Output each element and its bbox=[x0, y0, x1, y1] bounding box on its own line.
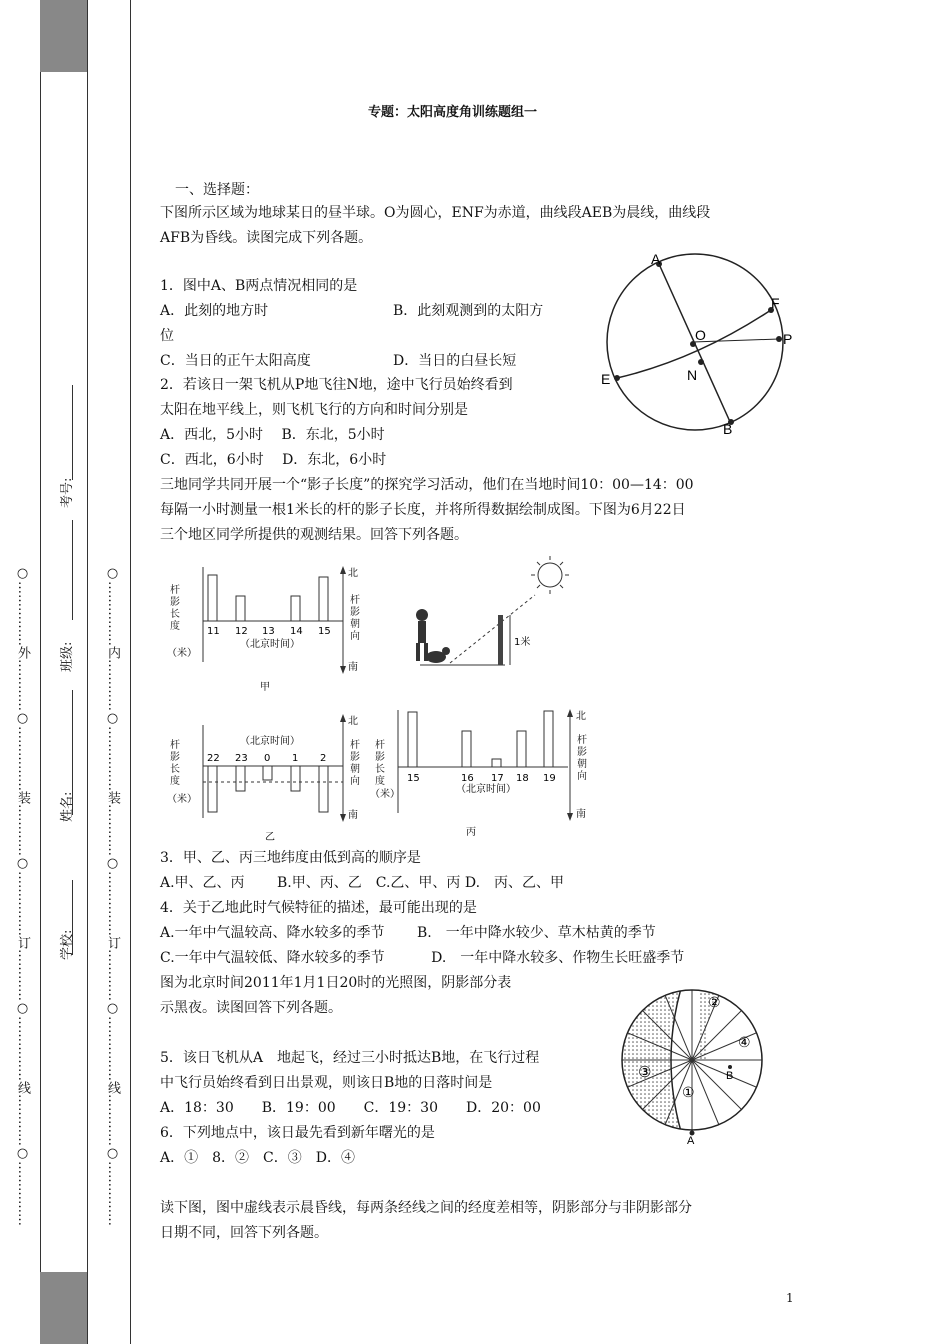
exam-no-field bbox=[72, 385, 73, 480]
page-title: 专题：太阳高度角训练题组一 bbox=[368, 105, 538, 120]
dir-yi: 杆影朝向 bbox=[350, 740, 360, 787]
bar-yi-2 bbox=[319, 766, 328, 812]
tick-jia-0: 11 bbox=[207, 626, 220, 637]
tick-jia-4: 15 bbox=[318, 626, 331, 637]
bar-bing-17 bbox=[492, 759, 501, 767]
intro2-line2: 每隔一小时测量一根1米长的杆的影子长度，并将所得数据绘制成图。下图为6月22日 bbox=[160, 502, 686, 518]
bar-bing-18 bbox=[517, 731, 526, 767]
shadow-experiment-illustration bbox=[400, 555, 575, 675]
q6-options: A．① 8．② C．③ D．④ bbox=[160, 1150, 355, 1166]
exam-no-label: 考号: bbox=[60, 477, 75, 508]
tick-yi-4: 2 bbox=[320, 753, 327, 764]
point-n bbox=[698, 359, 704, 365]
q5-stem-1: 5．该日飞机从A 地起飞，经过三小时抵达B地，在飞行过程 bbox=[160, 1050, 540, 1066]
daylight-hemisphere-figure bbox=[595, 250, 800, 440]
outer-seal-line: ○……………外…………○……………装…………○……………订…………○……………线…………○…………… bbox=[15, 566, 30, 1226]
north-yi: 北 bbox=[348, 716, 358, 727]
bar-yi-1 bbox=[291, 766, 300, 791]
q3-stem: 3．甲、乙、丙三地纬度由低到高的顺序是 bbox=[160, 850, 421, 866]
class-label: 班级: bbox=[60, 641, 75, 672]
intro4-line2: 日期不同，回答下列各题。 bbox=[160, 1225, 328, 1241]
bar-yi-22 bbox=[208, 766, 217, 812]
label-b2: B bbox=[726, 1070, 734, 1082]
tick-jia-1: 12 bbox=[235, 626, 248, 637]
school-field bbox=[72, 880, 73, 955]
tick-bing-3: 18 bbox=[516, 773, 529, 784]
q1-option-b: B．此刻观测到的太阳方 bbox=[393, 303, 544, 319]
south-yi: 南 bbox=[348, 810, 358, 821]
marker-1: ① bbox=[682, 1085, 695, 1101]
tick-jia-2: 13 bbox=[262, 626, 275, 637]
bar-bing-15 bbox=[408, 712, 417, 767]
q2-stem-1: 2．若该日一架飞机从P地飞往N地，途中飞行员始终看到 bbox=[160, 377, 513, 393]
binding-line-1 bbox=[40, 0, 41, 1344]
north-bing: 北 bbox=[576, 711, 586, 722]
unit-jia: （米） bbox=[167, 648, 197, 659]
label-bing: 丙 bbox=[466, 827, 476, 838]
xcap-yi: （北京时间） bbox=[240, 736, 300, 747]
illumination-map-figure bbox=[620, 985, 765, 1145]
inner-seal-line: ○……………内…………○……………装…………○……………订…………○……………线…………○…………… bbox=[105, 566, 120, 1226]
intro1-line2: AFB为昏线。读图完成下列各题。 bbox=[160, 230, 373, 246]
gray-band-top bbox=[40, 0, 87, 72]
point-p bbox=[776, 336, 782, 342]
q4-options-ab: A.一年中气温较高、降水较多的季节 B. 一年中降水较少、草木枯黄的季节 bbox=[160, 925, 656, 941]
q3-options: A.甲、乙、丙 B.甲、丙、乙 C.乙、甲、丙 D. 丙、乙、甲 bbox=[160, 875, 565, 891]
gray-band-bottom bbox=[40, 1272, 87, 1344]
north-jia: 北 bbox=[348, 568, 358, 579]
bar-yi-0 bbox=[263, 766, 272, 780]
intro2-line3: 三个地区同学所提供的观测结果。回答下列各题。 bbox=[160, 527, 468, 543]
q5-stem-2: 中飞行员始终看到日出景观，则该日B地的日落时间是 bbox=[160, 1075, 493, 1091]
class-field bbox=[72, 520, 73, 620]
ylabel-bing: 杆影长度 bbox=[375, 740, 385, 787]
line-op bbox=[693, 339, 779, 342]
shadow-chart-yi bbox=[165, 710, 365, 845]
intro1-line1: 下图所示区域为地球某日的昼半球。O为圆心，ENF为赤道，曲线段AEB为晨线，曲线段 bbox=[160, 205, 711, 221]
label-e: E bbox=[601, 371, 611, 387]
pole bbox=[498, 615, 503, 665]
label-o: O bbox=[695, 327, 706, 343]
dir-jia: 杆影朝向 bbox=[350, 595, 360, 642]
q5-options: A．18：30 B．19：00 C．19：30 D．20：00 bbox=[160, 1100, 541, 1116]
label-a: A bbox=[651, 251, 661, 267]
name-label: 姓名: bbox=[60, 791, 75, 822]
bar-bing-16 bbox=[462, 731, 471, 767]
tick-bing-1: 16 bbox=[461, 773, 474, 784]
label-a2: A bbox=[687, 1135, 695, 1145]
intro4-line1: 读下图，图中虚线表示晨昏线，每两条经线之间的经度差相等，阴影部分与非阴影部分 bbox=[160, 1200, 692, 1216]
q1-stem: 1．图中A、B两点情况相同的是 bbox=[160, 278, 358, 294]
q1-option-d: D．当日的白昼长短 bbox=[393, 353, 517, 369]
bar-yi-23 bbox=[236, 766, 245, 791]
page-number: 1 bbox=[786, 1291, 794, 1305]
section-heading: 一、选择题： bbox=[175, 182, 259, 198]
pole-length-label: 1米 bbox=[514, 637, 531, 648]
q1-option-a: A．此刻的地方时 bbox=[160, 303, 269, 319]
tick-yi-3: 1 bbox=[292, 753, 299, 764]
bar-bing-19 bbox=[544, 711, 553, 767]
q2-stem-2: 太阳在地平线上，则飞机飞行的方向和时间分别是 bbox=[160, 402, 468, 418]
tick-bing-4: 19 bbox=[543, 773, 556, 784]
dir-bing: 杆影朝向 bbox=[577, 735, 587, 782]
point-b2 bbox=[728, 1065, 732, 1069]
bar-jia-11 bbox=[208, 575, 217, 621]
tick-bing-0: 15 bbox=[407, 773, 420, 784]
marker-2: ② bbox=[708, 995, 721, 1011]
q2-options-ab: A．西北，5小时 B．东北，5小时 bbox=[160, 427, 385, 443]
tick-yi-2: 0 bbox=[264, 753, 271, 764]
q1-option-b-cont: 位 bbox=[160, 328, 174, 344]
unit-bing: （米） bbox=[370, 789, 400, 800]
sun-rays bbox=[531, 556, 569, 594]
binding-line-2 bbox=[87, 0, 88, 1344]
marker-4: ④ bbox=[738, 1035, 751, 1051]
xcap-bing: （北京时间） bbox=[456, 784, 516, 795]
point-e bbox=[614, 375, 620, 381]
label-yi: 乙 bbox=[265, 832, 275, 843]
ylabel-jia: 杆影长度 bbox=[170, 585, 180, 632]
tick-bing-2: 17 bbox=[491, 773, 504, 784]
binding-line-3 bbox=[130, 0, 131, 1344]
sun-ray-line bbox=[450, 595, 535, 663]
school-label: 学校: bbox=[60, 929, 75, 960]
bar-jia-12 bbox=[236, 596, 245, 621]
label-b: B bbox=[723, 421, 733, 437]
ylabel-yi: 杆影长度 bbox=[170, 740, 180, 787]
shadow-chart-jia bbox=[165, 562, 365, 697]
south-jia: 南 bbox=[348, 662, 358, 673]
bar-jia-15 bbox=[319, 577, 328, 621]
shadow-chart-bing bbox=[368, 705, 598, 840]
intro3-line1: 图为北京时间2011年1月1日20时的光照图，阴影部分表 bbox=[160, 975, 512, 991]
label-f: F bbox=[771, 295, 780, 311]
label-p: P bbox=[783, 331, 793, 347]
south-bing: 南 bbox=[576, 809, 586, 820]
q2-options-cd: C．西北，6小时 D．东北，6小时 bbox=[160, 452, 387, 468]
sun-icon bbox=[538, 563, 562, 587]
label-jia: 甲 bbox=[260, 682, 270, 693]
xcap-jia: （北京时间） bbox=[240, 639, 300, 650]
label-n: N bbox=[687, 367, 698, 383]
name-field bbox=[72, 690, 73, 815]
q4-options-cd: C.一年中气温较低、降水较多的季节 D. 一年中降水较多、作物生长旺盛季节 bbox=[160, 950, 685, 966]
tick-yi-0: 22 bbox=[207, 753, 220, 764]
q1-option-c: C．当日的正午太阳高度 bbox=[160, 353, 311, 369]
tick-yi-1: 23 bbox=[235, 753, 248, 764]
intro3-line2: 示黑夜。读图回答下列各题。 bbox=[160, 1000, 342, 1016]
tick-jia-3: 14 bbox=[290, 626, 303, 637]
intro2-line1: 三地同学共同开展一个“影子长度”的探究学习活动，他们在当地时间10：00—14：00 bbox=[160, 477, 694, 493]
q6-stem: 6．下列地点中，该日最先看到新年曙光的是 bbox=[160, 1125, 435, 1141]
bar-jia-14 bbox=[291, 596, 300, 621]
marker-3: ③ bbox=[638, 1063, 652, 1081]
children-figure bbox=[416, 609, 450, 663]
unit-yi: （米） bbox=[167, 794, 197, 805]
q4-stem: 4．关于乙地此时气候特征的描述，最可能出现的是 bbox=[160, 900, 477, 916]
